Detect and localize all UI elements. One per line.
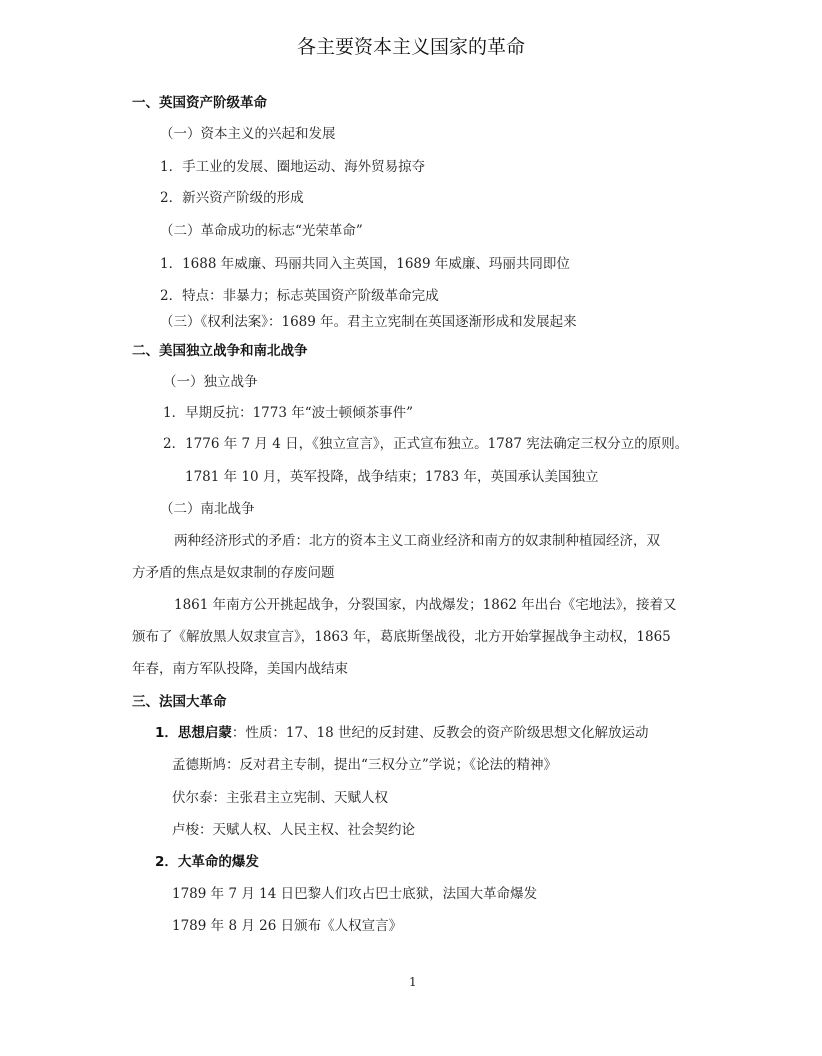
list-item-continuation: 1781 年 10 月，英军投降，战争结束；1783 年，英国承认美国独立 xyxy=(185,469,599,485)
list-item: 孟德斯鸠：反对君主专制，提出“三权分立”学说；《论法的精神》 xyxy=(172,757,558,773)
list-item: 1789 年 7 月 14 日巴黎人们攻占巴士底狱，法国大革命爆发 xyxy=(172,886,538,902)
section-heading: 二、美国独立战争和南北战争 xyxy=(132,343,308,359)
paragraph-line: 1861 年南方公开挑起战争，分裂国家，内战爆发；1862 年出台《宅地法》，接着又 xyxy=(174,597,677,613)
list-item xyxy=(155,724,649,742)
list-item: 2．特点：非暴力；标志英国资产阶级革命完成 xyxy=(160,288,439,304)
list-item-text: ：性质：17、18 世纪的反封建、反教会的资产阶级思想文化解放运动 xyxy=(231,725,649,741)
list-item: 伏尔泰：主张君主立宪制、天赋人权 xyxy=(172,790,388,806)
subheading: 2．大革命的爆发 xyxy=(155,854,259,870)
list-item: 2．新兴资产阶级的形成 xyxy=(160,190,304,206)
list-item: 1789 年 8 月 26 日颁布《人权宣言》 xyxy=(172,918,403,934)
paragraph-line: 年春，南方军队投降，美国内战结束 xyxy=(132,661,348,677)
paragraph-line: 颁布了《解放黑人奴隶宣言》，1863 年，葛底斯堡战役，北方开始掌握战争主动权，1865 xyxy=(132,629,671,645)
list-item: 1．早期反抗：1773 年“波士顿倾茶事件” xyxy=(163,405,414,421)
subheading: （二）南北战争 xyxy=(160,501,255,517)
list-item: 2．1776 年 7 月 4 日，《独立宣言》，正式宣布独立。1787 宪法确定三权分立的原则。 xyxy=(163,436,689,452)
subheading: （三）《权利法案》：1689 年。君主立宪制在英国逐渐形成和发展起来 xyxy=(160,314,577,330)
paragraph-line: 方矛盾的焦点是奴隶制的存废问题 xyxy=(132,565,335,581)
subheading: （一）资本主义的兴起和发展 xyxy=(160,126,336,142)
list-item: 1．手工业的发展、圈地运动、海外贸易掠夺 xyxy=(160,159,426,175)
list-item: 1．1688 年威廉、玛丽共同入主英国，1689 年威廉、玛丽共同即位 xyxy=(160,256,570,272)
page-number: 1 xyxy=(409,975,417,989)
list-item-label: 1．思想启蒙 xyxy=(155,725,232,741)
subheading: （二）革命成功的标志“光荣革命” xyxy=(160,223,363,239)
subheading: （一）独立战争 xyxy=(163,374,258,390)
section-heading: 一、英国资产阶级革命 xyxy=(132,95,267,111)
document-title: 各主要资本主义国家的革命 xyxy=(296,36,525,58)
paragraph-line: 两种经济形式的矛盾：北方的资本主义工商业经济和南方的奴隶制种植园经济，双 xyxy=(174,533,660,549)
section-heading: 三、法国大革命 xyxy=(132,694,227,710)
list-item: 卢梭：天赋人权、人民主权、社会契约论 xyxy=(172,822,415,838)
